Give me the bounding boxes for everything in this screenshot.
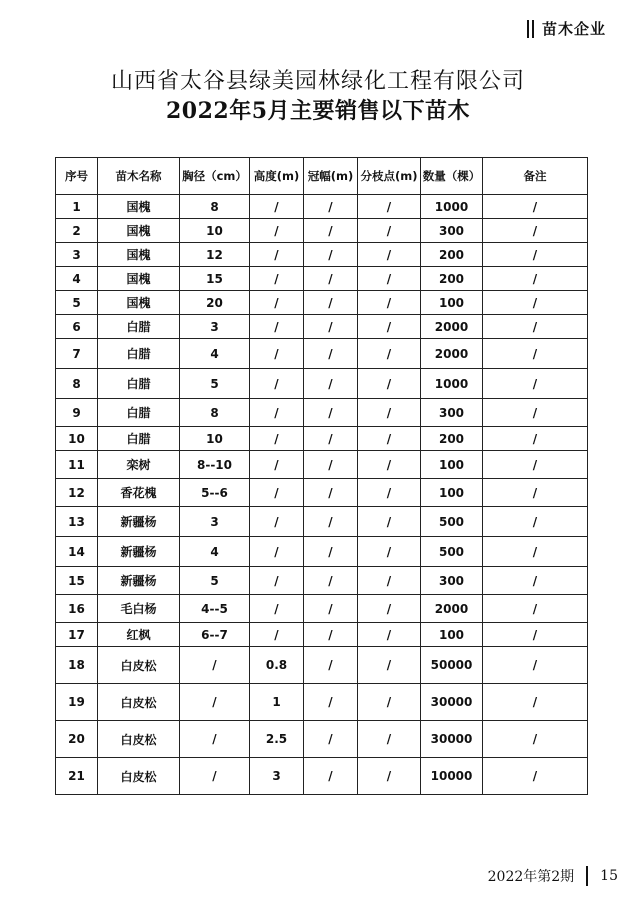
- cell-branch-point: /: [358, 267, 421, 291]
- cell-name: 白皮松: [98, 758, 180, 795]
- cell-branch-point: /: [358, 219, 421, 243]
- cell-crown: /: [304, 595, 358, 623]
- cell-branch-point: /: [358, 243, 421, 267]
- cell-diameter: 20: [180, 291, 250, 315]
- cell-crown: /: [304, 291, 358, 315]
- cell-name: 白皮松: [98, 684, 180, 721]
- cell-remarks: /: [483, 219, 588, 243]
- cell-index: 4: [56, 267, 98, 291]
- cell-height: /: [250, 507, 304, 537]
- cell-remarks: /: [483, 537, 588, 567]
- cell-remarks: /: [483, 567, 588, 595]
- table-row: [56, 291, 588, 315]
- cell-crown: /: [304, 399, 358, 427]
- cell-quantity: 300: [421, 399, 483, 427]
- cell-crown: /: [304, 315, 358, 339]
- cell-index: 1: [56, 195, 98, 219]
- cell-diameter: 4: [180, 339, 250, 369]
- cell-name: 香花槐: [98, 479, 180, 507]
- cell-index: 14: [56, 537, 98, 567]
- cell-branch-point: /: [358, 595, 421, 623]
- cell-branch-point: /: [358, 399, 421, 427]
- cell-height: /: [250, 195, 304, 219]
- cell-quantity: 2000: [421, 339, 483, 369]
- cell-index: 19: [56, 684, 98, 721]
- cell-name: 新疆杨: [98, 567, 180, 595]
- header-height: 高度(m): [250, 158, 304, 195]
- cell-quantity: 30000: [421, 684, 483, 721]
- cell-name: 白腊: [98, 399, 180, 427]
- cell-name: 白腊: [98, 315, 180, 339]
- cell-diameter: 5--6: [180, 479, 250, 507]
- cell-diameter: 5: [180, 567, 250, 595]
- cell-diameter: 6--7: [180, 623, 250, 647]
- cell-index: 13: [56, 507, 98, 537]
- cell-index: 10: [56, 427, 98, 451]
- cell-height: /: [250, 595, 304, 623]
- sales-subtitle: 2022年5月主要销售以下苗木: [165, 98, 471, 124]
- cell-height: 1: [250, 684, 304, 721]
- cell-crown: /: [304, 647, 358, 684]
- cell-name: 国槐: [98, 195, 180, 219]
- cell-index: 21: [56, 758, 98, 795]
- cell-index: 5: [56, 291, 98, 315]
- cell-remarks: /: [483, 507, 588, 537]
- cell-diameter: /: [180, 647, 250, 684]
- cell-index: 11: [56, 451, 98, 479]
- cell-quantity: 100: [421, 291, 483, 315]
- table-row: [56, 369, 588, 399]
- cell-quantity: 500: [421, 507, 483, 537]
- header-diameter: 胸径（cm）: [180, 158, 250, 195]
- footer-divider: [586, 866, 588, 886]
- cell-remarks: /: [483, 451, 588, 479]
- cell-height: /: [250, 315, 304, 339]
- cell-diameter: 10: [180, 219, 250, 243]
- cell-name: 白腊: [98, 369, 180, 399]
- cell-height: /: [250, 291, 304, 315]
- cell-height: /: [250, 267, 304, 291]
- cell-branch-point: /: [358, 479, 421, 507]
- cell-quantity: 100: [421, 623, 483, 647]
- table-row: [56, 684, 588, 721]
- cell-quantity: 100: [421, 451, 483, 479]
- cell-quantity: 2000: [421, 595, 483, 623]
- cell-crown: /: [304, 339, 358, 369]
- cell-branch-point: /: [358, 507, 421, 537]
- cell-name: 白皮松: [98, 647, 180, 684]
- cell-branch-point: /: [358, 537, 421, 567]
- cell-name: 白皮松: [98, 721, 180, 758]
- cell-crown: /: [304, 507, 358, 537]
- cell-remarks: /: [483, 758, 588, 795]
- cell-crown: /: [304, 537, 358, 567]
- cell-remarks: /: [483, 243, 588, 267]
- table-row: [56, 647, 588, 684]
- cell-branch-point: /: [358, 291, 421, 315]
- cell-remarks: /: [483, 479, 588, 507]
- table-row: [56, 758, 588, 795]
- cell-index: 6: [56, 315, 98, 339]
- cell-diameter: /: [180, 758, 250, 795]
- cell-crown: /: [304, 479, 358, 507]
- cell-crown: /: [304, 219, 358, 243]
- cell-diameter: /: [180, 721, 250, 758]
- cell-index: 20: [56, 721, 98, 758]
- cell-quantity: 1000: [421, 369, 483, 399]
- cell-index: 9: [56, 399, 98, 427]
- cell-branch-point: /: [358, 684, 421, 721]
- cell-height: /: [250, 369, 304, 399]
- section-tag: [527, 18, 606, 39]
- table-row: [56, 451, 588, 479]
- cell-remarks: /: [483, 623, 588, 647]
- cell-diameter: 3: [180, 507, 250, 537]
- cell-crown: /: [304, 195, 358, 219]
- cell-crown: /: [304, 267, 358, 291]
- cell-diameter: 8--10: [180, 451, 250, 479]
- cell-crown: /: [304, 567, 358, 595]
- table-row: [56, 567, 588, 595]
- cell-diameter: 5: [180, 369, 250, 399]
- table-row: [56, 427, 588, 451]
- table-row: [56, 721, 588, 758]
- cell-remarks: /: [483, 721, 588, 758]
- cell-diameter: 8: [180, 195, 250, 219]
- cell-quantity: 10000: [421, 758, 483, 795]
- double-bar-icon: [527, 20, 534, 38]
- cell-diameter: 4--5: [180, 595, 250, 623]
- cell-diameter: 8: [180, 399, 250, 427]
- cell-remarks: /: [483, 684, 588, 721]
- cell-branch-point: /: [358, 647, 421, 684]
- cell-diameter: 15: [180, 267, 250, 291]
- table-row: [56, 537, 588, 567]
- table-row: [56, 243, 588, 267]
- cell-remarks: /: [483, 369, 588, 399]
- cell-diameter: /: [180, 684, 250, 721]
- cell-branch-point: /: [358, 369, 421, 399]
- table-header-row: [56, 158, 588, 195]
- table-row: [56, 315, 588, 339]
- cell-crown: /: [304, 758, 358, 795]
- cell-index: 2: [56, 219, 98, 243]
- cell-crown: /: [304, 623, 358, 647]
- page-footer: [488, 866, 618, 886]
- cell-name: 白腊: [98, 427, 180, 451]
- cell-remarks: /: [483, 339, 588, 369]
- cell-name: 国槐: [98, 291, 180, 315]
- cell-height: 2.5: [250, 721, 304, 758]
- cell-quantity: 2000: [421, 315, 483, 339]
- cell-remarks: /: [483, 427, 588, 451]
- cell-remarks: /: [483, 647, 588, 684]
- cell-diameter: 4: [180, 537, 250, 567]
- table-row: [56, 623, 588, 647]
- cell-index: 15: [56, 567, 98, 595]
- cell-branch-point: /: [358, 339, 421, 369]
- cell-height: 0.8: [250, 647, 304, 684]
- cell-index: 18: [56, 647, 98, 684]
- cell-height: /: [250, 479, 304, 507]
- cell-index: 17: [56, 623, 98, 647]
- cell-name: 新疆杨: [98, 507, 180, 537]
- cell-quantity: 200: [421, 243, 483, 267]
- cell-remarks: /: [483, 315, 588, 339]
- cell-height: /: [250, 451, 304, 479]
- cell-quantity: 500: [421, 537, 483, 567]
- cell-branch-point: /: [358, 758, 421, 795]
- table-row: [56, 595, 588, 623]
- header-branch-point: 分枝点(m): [358, 158, 421, 195]
- cell-name: 国槐: [98, 219, 180, 243]
- cell-name: 栾树: [98, 451, 180, 479]
- cell-remarks: /: [483, 595, 588, 623]
- table-row: [56, 507, 588, 537]
- page-number: 15: [600, 868, 618, 884]
- cell-height: /: [250, 567, 304, 595]
- table-row: [56, 399, 588, 427]
- cell-crown: /: [304, 721, 358, 758]
- cell-branch-point: /: [358, 195, 421, 219]
- cell-quantity: 50000: [421, 647, 483, 684]
- cell-crown: /: [304, 369, 358, 399]
- header-remarks: 备注: [483, 158, 588, 195]
- cell-quantity: 100: [421, 479, 483, 507]
- table-row: [56, 267, 588, 291]
- table-row: [56, 219, 588, 243]
- section-label: 苗木企业: [541, 20, 606, 38]
- cell-branch-point: /: [358, 315, 421, 339]
- cell-index: 3: [56, 243, 98, 267]
- cell-diameter: 3: [180, 315, 250, 339]
- cell-name: 国槐: [98, 267, 180, 291]
- cell-height: /: [250, 399, 304, 427]
- cell-branch-point: /: [358, 567, 421, 595]
- cell-quantity: 200: [421, 427, 483, 451]
- cell-quantity: 30000: [421, 721, 483, 758]
- cell-index: 12: [56, 479, 98, 507]
- cell-diameter: 12: [180, 243, 250, 267]
- cell-quantity: 200: [421, 267, 483, 291]
- cell-remarks: /: [483, 291, 588, 315]
- cell-diameter: 10: [180, 427, 250, 451]
- cell-name: 国槐: [98, 243, 180, 267]
- cell-crown: /: [304, 684, 358, 721]
- cell-crown: /: [304, 451, 358, 479]
- company-title: 山西省太谷县绿美园林绿化工程有限公司: [110, 69, 525, 94]
- cell-crown: /: [304, 243, 358, 267]
- cell-height: /: [250, 427, 304, 451]
- cell-branch-point: /: [358, 721, 421, 758]
- cell-branch-point: /: [358, 451, 421, 479]
- cell-height: /: [250, 339, 304, 369]
- cell-height: /: [250, 219, 304, 243]
- issue-label: 2022年第2期: [487, 869, 575, 885]
- cell-height: /: [250, 623, 304, 647]
- cell-quantity: 300: [421, 567, 483, 595]
- cell-quantity: 1000: [421, 195, 483, 219]
- cell-branch-point: /: [358, 427, 421, 451]
- header-name: 苗木名称: [98, 158, 180, 195]
- cell-height: /: [250, 243, 304, 267]
- table-row: [56, 339, 588, 369]
- header-quantity: 数量（棵）: [421, 158, 483, 195]
- cell-name: 新疆杨: [98, 537, 180, 567]
- cell-index: 8: [56, 369, 98, 399]
- seedling-table: [55, 157, 588, 795]
- cell-branch-point: /: [358, 623, 421, 647]
- table-row: [56, 479, 588, 507]
- cell-remarks: /: [483, 195, 588, 219]
- table-row: [56, 195, 588, 219]
- cell-name: 红枫: [98, 623, 180, 647]
- cell-remarks: /: [483, 267, 588, 291]
- cell-remarks: /: [483, 399, 588, 427]
- cell-index: 16: [56, 595, 98, 623]
- cell-quantity: 300: [421, 219, 483, 243]
- header-crown: 冠幅(m): [304, 158, 358, 195]
- cell-index: 7: [56, 339, 98, 369]
- cell-crown: /: [304, 427, 358, 451]
- cell-name: 毛白杨: [98, 595, 180, 623]
- cell-height: 3: [250, 758, 304, 795]
- cell-height: /: [250, 537, 304, 567]
- cell-name: 白腊: [98, 339, 180, 369]
- header-index: 序号: [56, 158, 98, 195]
